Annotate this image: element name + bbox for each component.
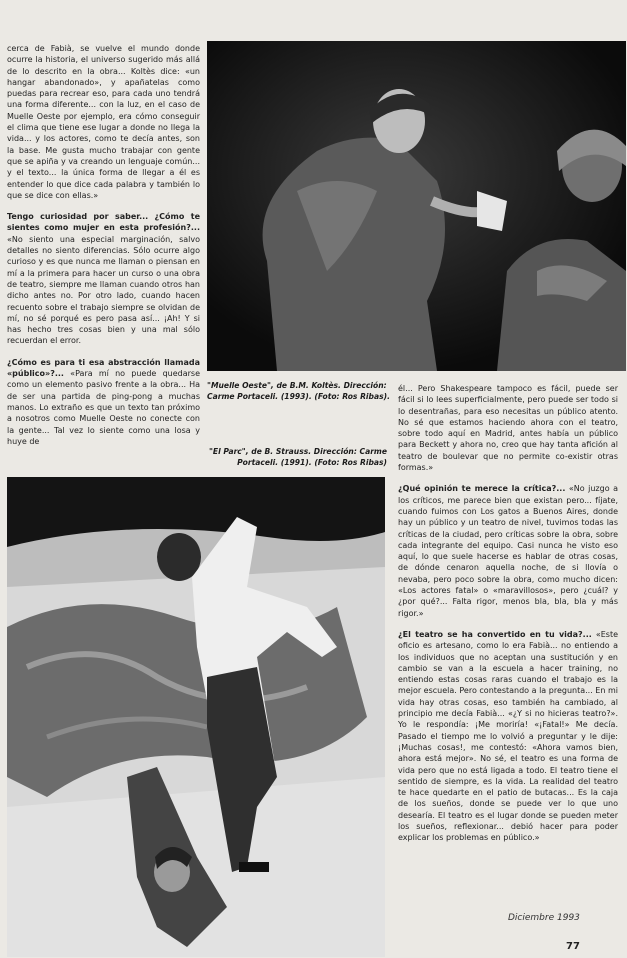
photo-el-parc-image — [7, 477, 385, 957]
question-woman-profession: Tengo curiosidad por saber... ¿Cómo te sientes como mujer en esta profesión?... — [7, 212, 200, 233]
qa-block-woman — [7, 211, 200, 347]
qa-block-critics — [398, 483, 618, 619]
answer-critics: «No juzgo a los críticos, me parece bien que existan pero... fíjate, cuando fuimos con Los gatos a Buenos Aires, donde hay un público y un teatro de nivel, tuvimos todas las críticas de la ciudad, pero críticas sobre la obra, sobre cada integrante del equipo. Casi nunca he visto eso aquí, lo que suele hacerse es hablar de otras cosas, de dónde cenaron aquella noche, de si llovía o nevaba, pero poco sobre la obra, como mucho dicen: «Los actores fatal» o «maravillosos», pero ¿cuál? y ¿por qué?... Falta rigor, menos bla, bla, bla y más rigor.» — [398, 484, 618, 618]
photo-el-parc — [7, 477, 385, 957]
caption-muelle-oeste: "Muelle Oeste", de B.M. Koltès. Dirección: Carme Portaceli. (1993). (Foto: Ros Ribas). — [207, 381, 390, 401]
photo-muelle-oeste — [207, 41, 626, 371]
question-public: ¿Cómo es para ti esa abstracción llamada «público»?... — [7, 357, 200, 379]
caption-el-parc: "El Parc", de B. Strauss. Dirección: Carme Portaceli. (1991). (Foto: Ros Ribas) — [208, 447, 387, 467]
issue-date: Diciembre 1993 — [508, 913, 580, 923]
continuation-paragraph: él... Pero Shakespeare tampoco es fácil, puede ser fácil si lo lees superficialmente, pero puede ser todo si lo desentrañas, para eso necesitas un público atento. No sé que estamos haciendo ahora con el teatro, sobre todo aquí en Madrid, antes había un público para Beckett y ahora no, creo que hay tanta afición al teatro de boulevar que no permite co-existir otras formas.» — [398, 384, 618, 473]
page-number: 77 — [566, 941, 580, 952]
answer-public: «Para mí no puede quedarse como un elemento pasivo frente a la obra... Ha de ser una partida de ping-pong a muchas manos. Lo extraño es que un texto tan próximo a nosotros como Muelle Oeste no conecte con la gente... Tal vez lo siente como una losa y huye de — [7, 369, 200, 446]
question-critics: ¿Qué opinión te merece la crítica?... — [398, 484, 566, 494]
question-theatre-life: ¿El teatro se ha convertido en tu vida?... — [398, 629, 592, 639]
qa-block-public — [7, 357, 200, 447]
text-column-right — [398, 383, 618, 850]
answer-woman-profession: «No siento una especial marginación, salvo detalles no siento diferencias. Sólo ocurre algo curioso y es que nunca me llaman o piensan en mí a la primera para hacer un curso o una obra de teatro, siempre me llaman cuando otros han dicho antes no. Por otro lado, cuando hacen recuento sobre el trabajo siempre se olvidan de mí, no sé porqué es pero pasa así... ¡Ah! Y si has hecho tres cosas bien y una mal sólo recuerdan el error. — [7, 234, 200, 346]
photo-muelle-oeste-image — [207, 41, 626, 371]
intro-paragraph: cerca de Fabià, se vuelve el mundo donde ocurre la historia, el universo sugerido más allá de lo descrito en la obra... Koltès dice: «un hangar abandonado», y apañatelas como puedas para recrear eso, para cada uno tendrá una forma diferente... con la luz, en el caso de Muelle Oeste por ejemplo, era cómo conseguir el clima que tiene ese lugar a donde no llega la vida... y los actores, como te decía antes, son la base. Me gusta mucho trabajar con gente que se apiña y va creando un lenguaje común... y el texto... la única forma de llegar a él es entender lo que dice cada palabra y también lo que se dice con ellas.» — [7, 44, 200, 200]
answer-theatre-life: «Este oficio es artesano, como lo era Fabià... no entiendo a los individuos que no aceptan una sustitución y en cambio se van a la escuela a hacer training, no entiendo estas cosas raras cuando el trabajo es la mejor escuela. Pero contestando a la pregunta... En mi vida hay otras cosas, eso también ha cambiado, al principio me decía Fabià... «¿Y si no hicieras teatro?». Yo le respondía: ¡Me moriría! «¡Fatal!» Me decía. Pasado el tiempo me lo volvió a preguntar y le dije: ¡Muchas cosas!, me contestó: «Ahora vamos bien, ahora está mejor». No sé, el teatro es una forma de vida pero que no está ligada a todo. El teatro tiene el sentido de siempre, es la vida. La realidad del teatro te hace quedarte en el patio de butacas... Es la caja de los sueños, donde se puede ver lo que uno desearía. El teatro es el lugar donde se pueden meter los sueños, reflexionar... debió hacer para poder explicar los problemas en público.» — [398, 629, 619, 843]
qa-block-theatre-life — [398, 629, 618, 844]
text-column-left — [7, 43, 200, 453]
